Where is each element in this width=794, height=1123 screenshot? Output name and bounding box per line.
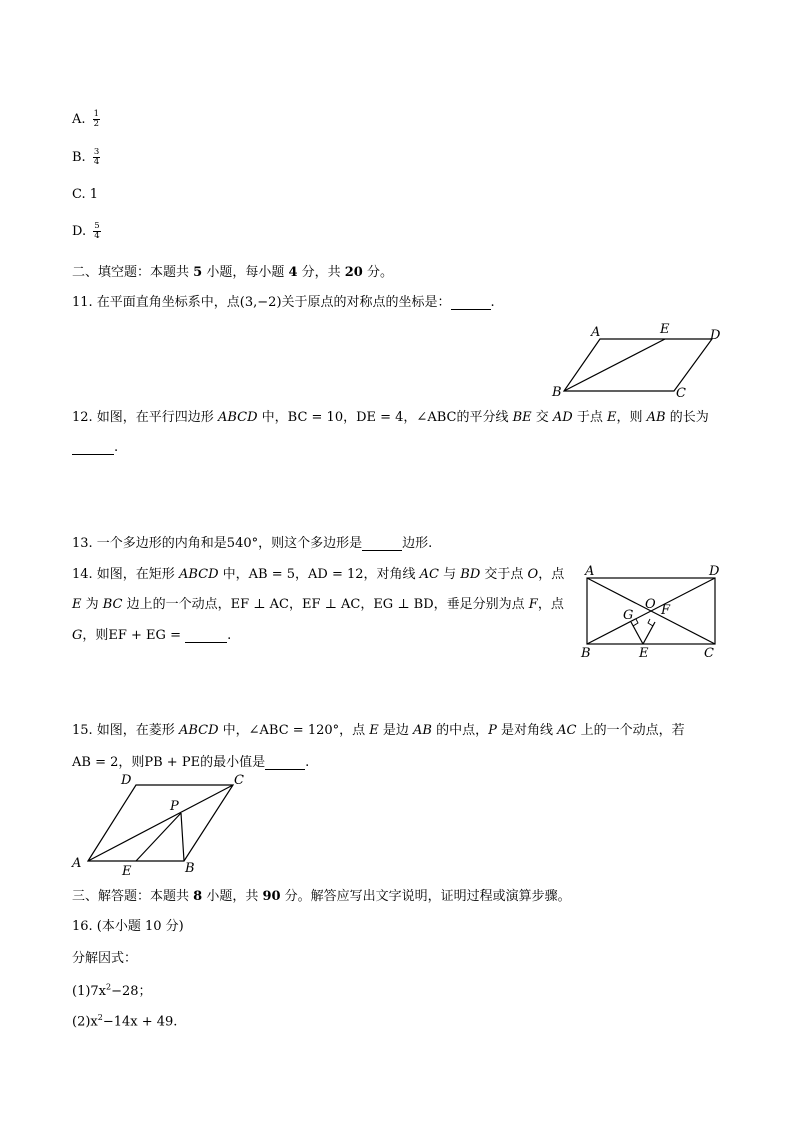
question-text: 中，∠ABC = 120°，点	[218, 723, 370, 738]
question-text: 中，AB = 5，AD = 12，对角线	[218, 567, 420, 582]
option-b	[72, 148, 100, 167]
math-var: E	[72, 597, 82, 612]
segment-pe	[136, 813, 181, 861]
question-text: 13. 一个多边形的内角和是540°，则这个多边形是	[72, 536, 363, 551]
expression-text: −14x + 49.	[102, 1014, 178, 1030]
question-text: 中，BC = 10，DE = 4，∠ABC的平分线	[257, 410, 513, 425]
label-c: C	[676, 386, 686, 400]
heading-text: 小题，每小题	[202, 265, 289, 280]
question-text: 15. 如图，在菱形	[72, 723, 179, 738]
math-var: G	[72, 628, 83, 643]
heading-number: 20	[344, 265, 363, 280]
question-text: 交于点	[480, 567, 528, 582]
label-b: B	[552, 385, 562, 400]
question-text: 的中点，	[432, 723, 489, 738]
label-c: C	[704, 646, 714, 661]
question-11	[72, 291, 495, 310]
question-text: AB = 2，则PB + PE的最小值是	[72, 755, 266, 770]
question-text: 上的一个动点，若	[576, 723, 685, 738]
heading-text: 小题，共	[202, 889, 263, 904]
label-a: A	[585, 564, 595, 579]
label-a: A	[591, 325, 601, 340]
question-text: .	[305, 755, 310, 770]
heading-text: 分。	[362, 265, 393, 280]
segment-pb	[181, 813, 184, 861]
question-text: ，点	[537, 597, 564, 612]
option-text: 1	[89, 187, 99, 202]
exponent: 2	[97, 1013, 103, 1022]
question-15-line-1	[72, 719, 685, 738]
question-text: 是边	[378, 723, 414, 738]
heading-text: 三、解答题：本题共	[72, 889, 194, 904]
question-text: ，点	[538, 567, 565, 582]
question-text: 是对角线	[496, 723, 558, 738]
expression-text: (2)x	[72, 1014, 98, 1030]
question-text: 的长为	[665, 410, 709, 425]
question-text: .	[227, 628, 232, 643]
question-14-line-3	[72, 624, 231, 643]
expression-text: −28；	[111, 984, 152, 999]
rectangle-figure	[575, 562, 735, 662]
label-e: E	[639, 646, 649, 661]
math-var: AC	[557, 723, 577, 738]
heading-text: 分。解答应写出文字说明，证明过程或演算步骤。	[280, 889, 571, 904]
question-text: .	[114, 440, 119, 455]
question-12	[72, 406, 709, 425]
question-text: 12. 如图，在平行四边形	[72, 410, 218, 425]
question-16-part-1	[72, 980, 152, 999]
math-var: BE	[512, 410, 532, 425]
diagonal-ac	[88, 785, 233, 861]
question-13	[72, 532, 432, 551]
label-g: G	[623, 608, 634, 623]
expression-text: (1)7x	[72, 984, 107, 999]
label-d: D	[121, 773, 132, 788]
answer-blank	[362, 538, 402, 551]
label-f: F	[661, 603, 671, 618]
option-c	[72, 187, 98, 202]
option-letter: D.	[72, 224, 87, 239]
right-angle-mark-f	[648, 619, 653, 626]
question-12-answer-line	[72, 440, 118, 455]
numerator: 1	[93, 109, 100, 119]
question-text: 11. 在平面直角坐标系中，点(3,−2)关于原点的对称点的坐标是：	[72, 295, 451, 310]
question-text: .	[490, 295, 495, 310]
option-letter: B.	[72, 150, 86, 165]
label-b: B	[185, 861, 195, 876]
fraction	[93, 148, 100, 167]
section-3-heading	[72, 885, 571, 904]
math-var: ABCD	[178, 567, 219, 582]
answer-blank	[265, 757, 305, 770]
option-a	[72, 110, 100, 129]
rhombus-figure	[66, 770, 256, 882]
math-var: BC	[102, 597, 123, 612]
denominator: 4	[93, 157, 100, 167]
option-letter: A.	[72, 112, 86, 127]
question-14-line-2	[72, 593, 564, 612]
segment-eg	[631, 622, 643, 644]
parallelogram-abcd	[564, 339, 712, 391]
heading-number: 8	[193, 889, 203, 904]
heading-number: 5	[193, 265, 203, 280]
math-var: AB	[646, 410, 666, 425]
heading-number: 4	[288, 265, 298, 280]
question-text: 边上的一个动点，EF ⊥ AC，EF ⊥ AC，EG ⊥ BD，垂足分别为点	[122, 597, 529, 612]
question-text: ，则EF + EG =	[82, 628, 186, 643]
label-d: D	[709, 564, 720, 579]
answer-blank	[72, 442, 114, 455]
segment-be	[564, 339, 665, 391]
numerator: 3	[93, 147, 100, 157]
answer-blank	[451, 297, 491, 310]
label-d: D	[710, 328, 721, 343]
math-var: O	[527, 567, 539, 582]
option-d	[72, 222, 101, 241]
math-var: ABCD	[178, 723, 219, 738]
label-o: O	[645, 597, 656, 612]
math-var: AD	[552, 410, 573, 425]
heading-text: 分，共	[297, 265, 345, 280]
heading-text: 二、填空题：本题共	[72, 265, 194, 280]
denominator: 2	[93, 119, 100, 129]
option-letter: C.	[72, 187, 86, 202]
fraction	[93, 110, 100, 129]
label-p: P	[170, 799, 179, 814]
section-2-heading	[72, 261, 393, 280]
exponent: 2	[106, 982, 112, 992]
question-14-line-1	[72, 563, 564, 582]
question-text: ，则	[616, 410, 647, 425]
segment-ef	[643, 622, 655, 644]
math-var: E	[606, 410, 617, 425]
label-c: C	[234, 773, 244, 788]
question-text: 14. 如图，在矩形	[72, 567, 179, 582]
math-var: P	[488, 723, 497, 738]
question-16-title: 16. (本小题 10 分)	[72, 919, 184, 934]
math-var: AB	[413, 723, 432, 738]
math-var: AC	[419, 567, 440, 582]
label-e: E	[660, 322, 670, 337]
math-var: ABCD	[217, 410, 258, 425]
question-15-line-2	[72, 751, 309, 770]
heading-number: 90	[262, 889, 281, 904]
label-b: B	[581, 646, 591, 661]
question-text: 边形.	[402, 536, 433, 551]
math-var: F	[528, 597, 538, 612]
question-text: 交	[531, 410, 553, 425]
question-text: 于点	[572, 410, 607, 425]
fraction	[93, 222, 100, 241]
answer-blank	[185, 630, 227, 643]
math-var: BD	[460, 567, 481, 582]
label-a: A	[72, 856, 82, 871]
question-text: 与	[439, 567, 461, 582]
parallelogram-figure	[548, 318, 728, 400]
label-e: E	[122, 864, 132, 879]
denominator: 4	[94, 231, 100, 241]
question-text: 为	[81, 597, 103, 612]
question-16-prompt: 分解因式：	[72, 951, 138, 966]
numerator: 5	[94, 221, 100, 231]
question-16-part-2	[72, 1013, 177, 1029]
math-var: E	[369, 723, 379, 738]
